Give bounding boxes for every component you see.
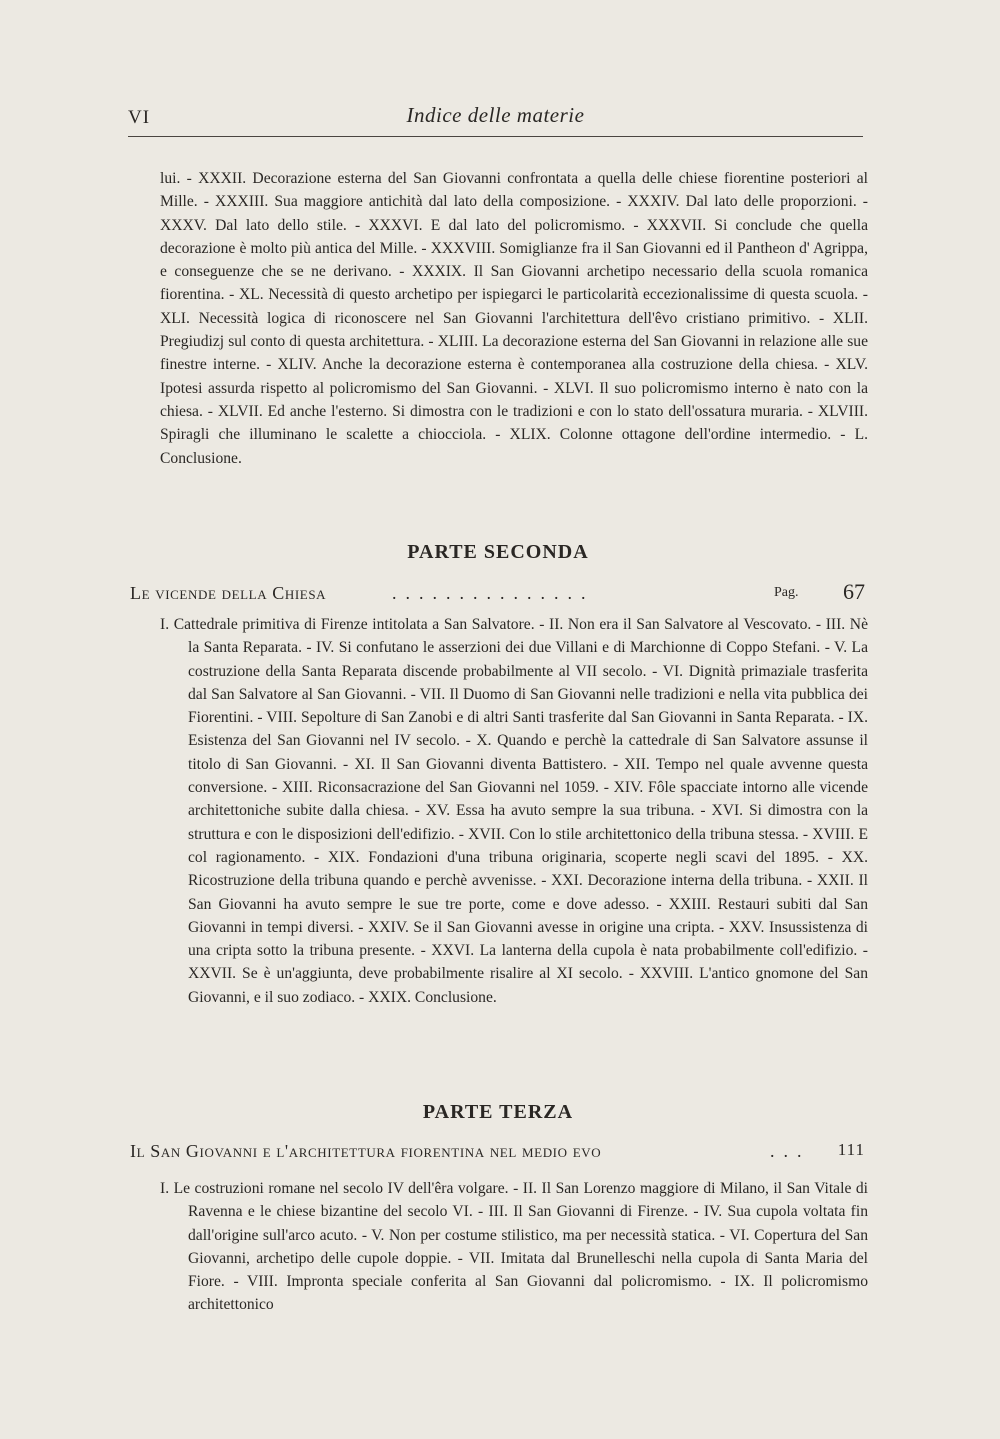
page-label: Pag. bbox=[774, 585, 799, 600]
page-header bbox=[128, 103, 863, 135]
part-three-chapter-entry bbox=[130, 1141, 865, 1169]
part-two-chapter-entry bbox=[130, 579, 865, 611]
dot-leaders: ... bbox=[770, 1141, 811, 1161]
part-two-heading: PARTE SECONDA bbox=[407, 541, 589, 563]
part-three-page-reference: 111 bbox=[837, 1140, 865, 1159]
page-number: VI bbox=[128, 107, 151, 128]
part-two-summary-paragraph: I. Cattedrale primitiva di Firenze intitolata a San Salvatore. - II. Non era il San Salvatore al Vescovato. - III. Nè la Santa Reparata. - IV. Si confutano le asserzioni dei due Villani e di Marchionne di Coppo Stefani. - V. La costruzione della Santa Reparata discende probabilmente al VII secolo. - VI. Dignità primaziale trasferita dal San Salvatore al San Giovanni. - VII. Il Duomo di San Giovanni nelle tradizioni e nella vita pubblica dei Fiorentini. - VIII. Sepolture di San Zanobi e di altri Santi trasferite dal San Giovanni in Santa Reparata. - IX. Esistenza del San Giovanni nel IV secolo. - X. Quando e perchè la cattedrale di San Salvatore assunse il titolo di San Giovanni. - XI. Il San Giovanni diventa Battistero. - XII. Tempo nel quale avvenne questa conversione. - XIII. Riconsacrazione del San Giovanni nel 1059. - XIV. Fôle spacciate intorno alle vicende architettoniche subite dalla chiesa. - XV. Essa ha avuto sempre la sua tribuna. - XVI. Si dimostra con la struttura e con le disposizioni dell'edifizio. - XVII. Con lo stile architettonico della tribuna stessa. - XVIII. E col ragionamento. - XIX. Fondazioni d'una tribuna originaria, scoperte negli scavi del 1895. - XX. Ricostruzione della tribuna quando e perchè avvenisse. - XXI. Decorazione interna della tribuna. - XXII. Il San Giovanni ha avuto sempre le sue tre porte, come e dove adesso. - XXIII. Restauri subiti dal San Giovanni in tempi diversi. - XXIV. Se il San Giovanni avesse in origine una cripta. - XXV. Insussistenza di una cripta sotto la tribuna presente. - XXVI. La lanterna della cupola è nata probabilmente coll'edifizio. - XXVII. Se è un'aggiunta, deve probabilmente risalire al XI secolo. - XXVIII. L'antico gnomone del San Giovanni, e il suo zodiaco. - XXIX. Conclusione. bbox=[160, 616, 868, 1006]
dot-leaders: ............... bbox=[392, 583, 595, 603]
part-three-chapter-title: Il San Giovanni e l'architettura fiorentina nel medio evo bbox=[130, 1141, 602, 1161]
header-rule bbox=[128, 136, 863, 137]
part-three-summary-paragraph: I. Le costruzioni romane nel secolo IV dell'êra volgare. - II. Il San Lorenzo maggiore di Milano, il San Vitale di Ravenna e le chiese bizantine del secolo VI. - III. Il San Giovanni di Firenze. - IV. Sua cupola voltata fin dall'origine sull'arco acuto. - V. Non per costume stilistico, ma per necessità statica. - VI. Copertura del San Giovanni, archetipo delle cupole doppie. - VII. Imitata dal Brunelleschi nella cupola di Santa Maria del Fiore. - VIII. Impronta speciale conferita al San Giovanni dal policromismo. - IX. Il policromismo architettonico bbox=[160, 1180, 868, 1314]
part-one-summary-paragraph: lui. - XXXII. Decorazione esterna del San Giovanni confrontata a quella delle chiese fiorentine posteriori al Mille. - XXXIII. Sua maggiore antichità dal lato della composizione. - XXXIV. Dal lato delle proporzioni. - XXXV. Dal lato dello stile. - XXXVI. E dal lato del policromismo. - XXXVII. Si conclude che quella decorazione è molto più antica del Mille. - XXXVIII. Somiglianze fra il San Giovanni ed il Pantheon d' Agrippa, e conseguenze che se ne derivano. - XXXIX. Il San Giovanni archetipo necessario della scuola romanica fiorentina. - XL. Necessità di questo archetipo per ispiegarci le particolarità eccezionalissime di questa scuola. - XLI. Necessità logica di riconoscere nel San Giovanni l'architettura dell'êvo cristiano primitivo. - XLII. Pregiudizj sul conto di questa architettura. - XLIII. La decorazione esterna del San Giovanni in relazione alle sue finestre interne. - XLIV. Anche la decorazione esterna è contemporanea alla costruzione della chiesa. - XLV. Ipotesi assurda rispetto al policromismo del San Giovanni. - XLVI. Il suo policromismo interno è nato con la chiesa. - XLVII. Ed anche l'esterno. Si dimostra con le tradizioni e con lo stato dell'ossatura muraria. - XLVIII. Spiragli che illuminano le scalette a chiocciola. - XLIX. Colonne ottagone dell'ordine intermedio. - L. Conclusione. bbox=[160, 170, 868, 467]
part-three-heading: PARTE TERZA bbox=[422, 1101, 574, 1123]
part-two-page-reference: 67 bbox=[843, 579, 865, 604]
part-two-chapter-title: Le vicende della Chiesa bbox=[130, 583, 327, 603]
running-title: Indice delle materie bbox=[406, 103, 585, 127]
